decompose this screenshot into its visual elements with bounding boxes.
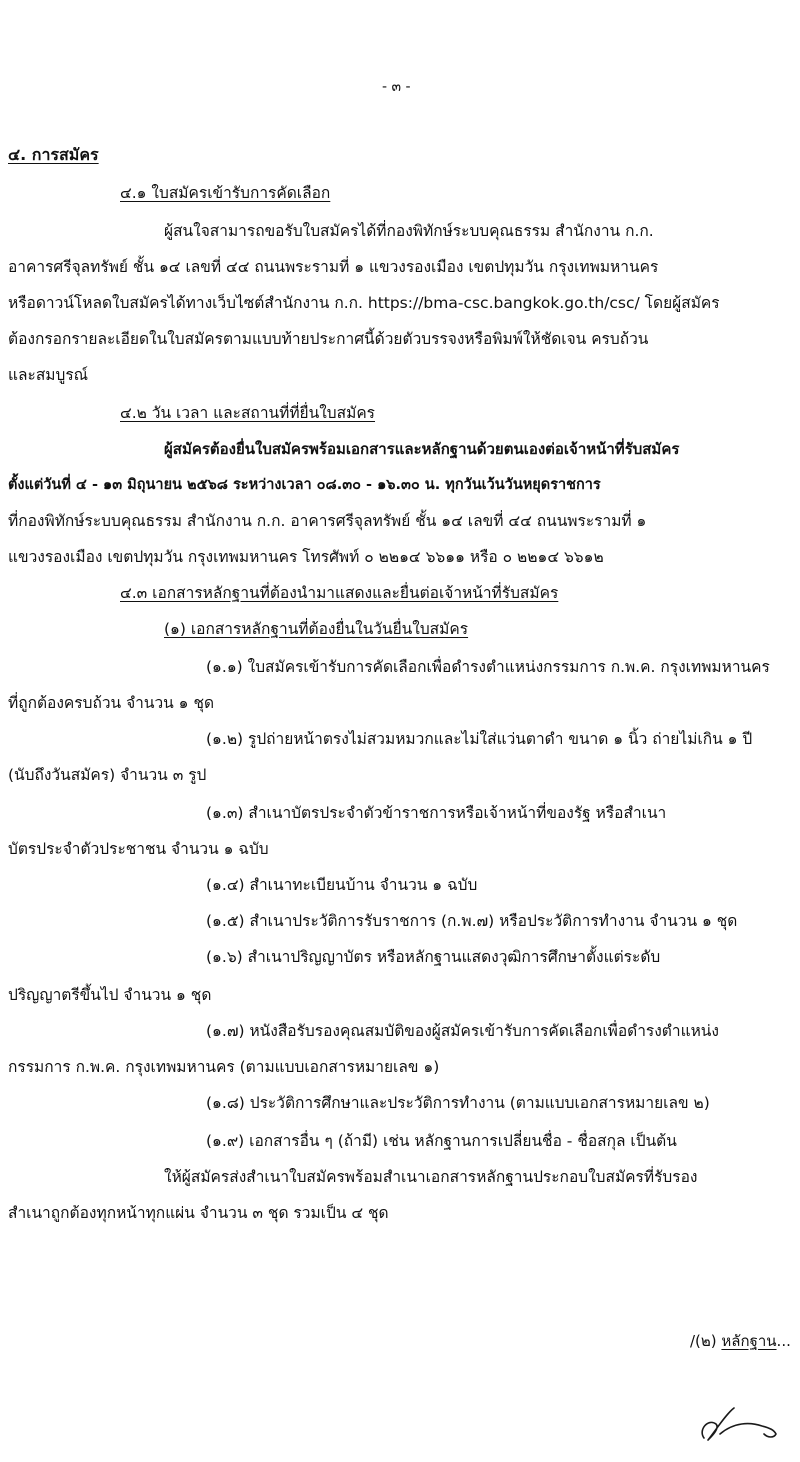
page-number: - ๓ - [382, 79, 411, 95]
list-item-cont: ปริญญาตรีขึ้นไป จำนวน ๑ ชุด [8, 986, 212, 1004]
continuation-dots: ... [776, 1332, 791, 1350]
list-item-cont: (นับถึงวันสมัคร) จำนวน ๓ รูป [8, 766, 207, 784]
list-item: (๑.๖) สำเนาปริญญาบัตร หรือหลักฐานแสดงวุฒิการศึกษาตั้งแต่ระดับ [206, 948, 661, 966]
list-item: (๑.๙) เอกสารอื่น ๆ (ถ้ามี) เช่น หลักฐานการเปลี่ยนชื่อ - ชื่อสกุล เป็นต้น [206, 1132, 677, 1150]
list-item: (๑.๒) รูปถ่ายหน้าตรงไม่สวมหมวกและไม่ใส่แว่นตาดำ ขนาด ๑ นิ้ว ถ่ายไม่เกิน ๑ ปี [206, 730, 753, 748]
list-item-cont: ที่ถูกต้องครบถ้วน จำนวน ๑ ชุด [8, 694, 215, 712]
list-item: (๑.๗) หนังสือรับรองคุณสมบัติของผู้สมัครเข้ารับการคัดเลือกเพื่อดำรงตำแหน่ง [206, 1022, 719, 1040]
subsection-4-1-title: ๔.๑ ใบสมัครเข้ารับการคัดเลือก [120, 184, 331, 202]
continuation-prefix: /(๒) [690, 1332, 722, 1350]
list-item: (๑.๔) สำเนาทะเบียนบ้าน จำนวน ๑ ฉบับ [206, 876, 478, 894]
subsection-4-3-title: ๔.๓ เอกสารหลักฐานที่ต้องนำมาแสดงและยื่นต่อเจ้าหน้าที่รับสมัคร [120, 584, 559, 602]
subsection-4-2-title: ๔.๒ วัน เวลา และสถานที่ที่ยื่นใบสมัคร [120, 404, 376, 422]
list-item-cont: บัตรประจำตัวประชาชน จำนวน ๑ ฉบับ [8, 840, 269, 858]
section-heading: ๔. การสมัคร [8, 145, 99, 164]
paragraph-line: ผู้สนใจสามารถขอรับใบสมัครได้ที่กองพิทักษ์ระบบคุณธรรม สำนักงาน ก.ก. [164, 222, 654, 240]
closing-line: สำเนาถูกต้องทุกหน้าทุกแผ่น จำนวน ๓ ชุด รวมเป็น ๔ ชุด [8, 1204, 389, 1222]
list-item: (๑.๓) สำเนาบัตรประจำตัวข้าราชการหรือเจ้าหน้าที่ของรัฐ หรือสำเนา [206, 804, 667, 822]
continuation-next: หลักฐาน [721, 1332, 777, 1350]
list-item: (๑.๕) สำเนาประวัติการรับราชการ (ก.พ.๗) หรือประวัติการทำงาน จำนวน ๑ ชุด [206, 912, 738, 930]
signature-mark [690, 1400, 790, 1448]
list-item-cont: กรรมการ ก.พ.ค. กรุงเทพมหานคร (ตามแบบเอกสารหมายเลข ๑) [8, 1058, 440, 1076]
continuation-marker [690, 1330, 791, 1352]
paragraph-line: แขวงรองเมือง เขตปทุมวัน กรุงเทพมหานคร โทรศัพท์ ๐ ๒๒๑๔ ๖๖๑๑ หรือ ๐ ๒๒๑๔ ๖๖๑๒ [8, 548, 604, 566]
list-item: (๑.๘) ประวัติการศึกษาและประวัติการทำงาน (ตามแบบเอกสารหมายเลข ๒) [206, 1094, 710, 1112]
paragraph-line: หรือดาวน์โหลดใบสมัครได้ทางเว็บไซต์สำนักงาน ก.ก. https://bma-csc.bangkok.go.th/csc/ โดยผู้สมัคร [8, 294, 720, 312]
paragraph-line: และสมบูรณ์ [8, 366, 89, 384]
bold-line: ตั้งแต่วันที่ ๔ - ๑๓ มิถุนายน ๒๕๖๘ ระหว่างเวลา ๐๘.๓๐ - ๑๖.๓๐ น. ทุกวันเว้นวันหยุดราชการ [8, 477, 601, 493]
paragraph-line: ต้องกรอกรายละเอียดในใบสมัครตามแบบท้ายประกาศนี้ด้วยตัวบรรจงหรือพิมพ์ให้ชัดเจน ครบถ้วน [8, 330, 649, 348]
closing-line: ให้ผู้สมัครส่งสำเนาใบสมัครพร้อมสำเนาเอกสารหลักฐานประกอบใบสมัครที่รับรอง [164, 1168, 698, 1186]
paragraph-line: ที่กองพิทักษ์ระบบคุณธรรม สำนักงาน ก.ก. อาคารศรีจุลทรัพย์ ชั้น ๑๔ เลขที่ ๔๔ ถนนพระรามที่ ๑ [8, 512, 647, 530]
sub-item-title: (๑) เอกสารหลักฐานที่ต้องยื่นในวันยื่นใบสมัคร [164, 620, 469, 638]
bold-line: ผู้สมัครต้องยื่นใบสมัครพร้อมเอกสารและหลักฐานด้วยตนเองต่อเจ้าหน้าที่รับสมัคร [164, 440, 680, 458]
paragraph-line: อาคารศรีจุลทรัพย์ ชั้น ๑๔ เลขที่ ๔๔ ถนนพระรามที่ ๑ แขวงรองเมือง เขตปทุมวัน กรุงเทพมหานคร [8, 258, 659, 276]
list-item: (๑.๑) ใบสมัครเข้ารับการคัดเลือกเพื่อดำรงตำแหน่งกรรมการ ก.พ.ค. กรุงเทพมหานคร [206, 658, 770, 676]
